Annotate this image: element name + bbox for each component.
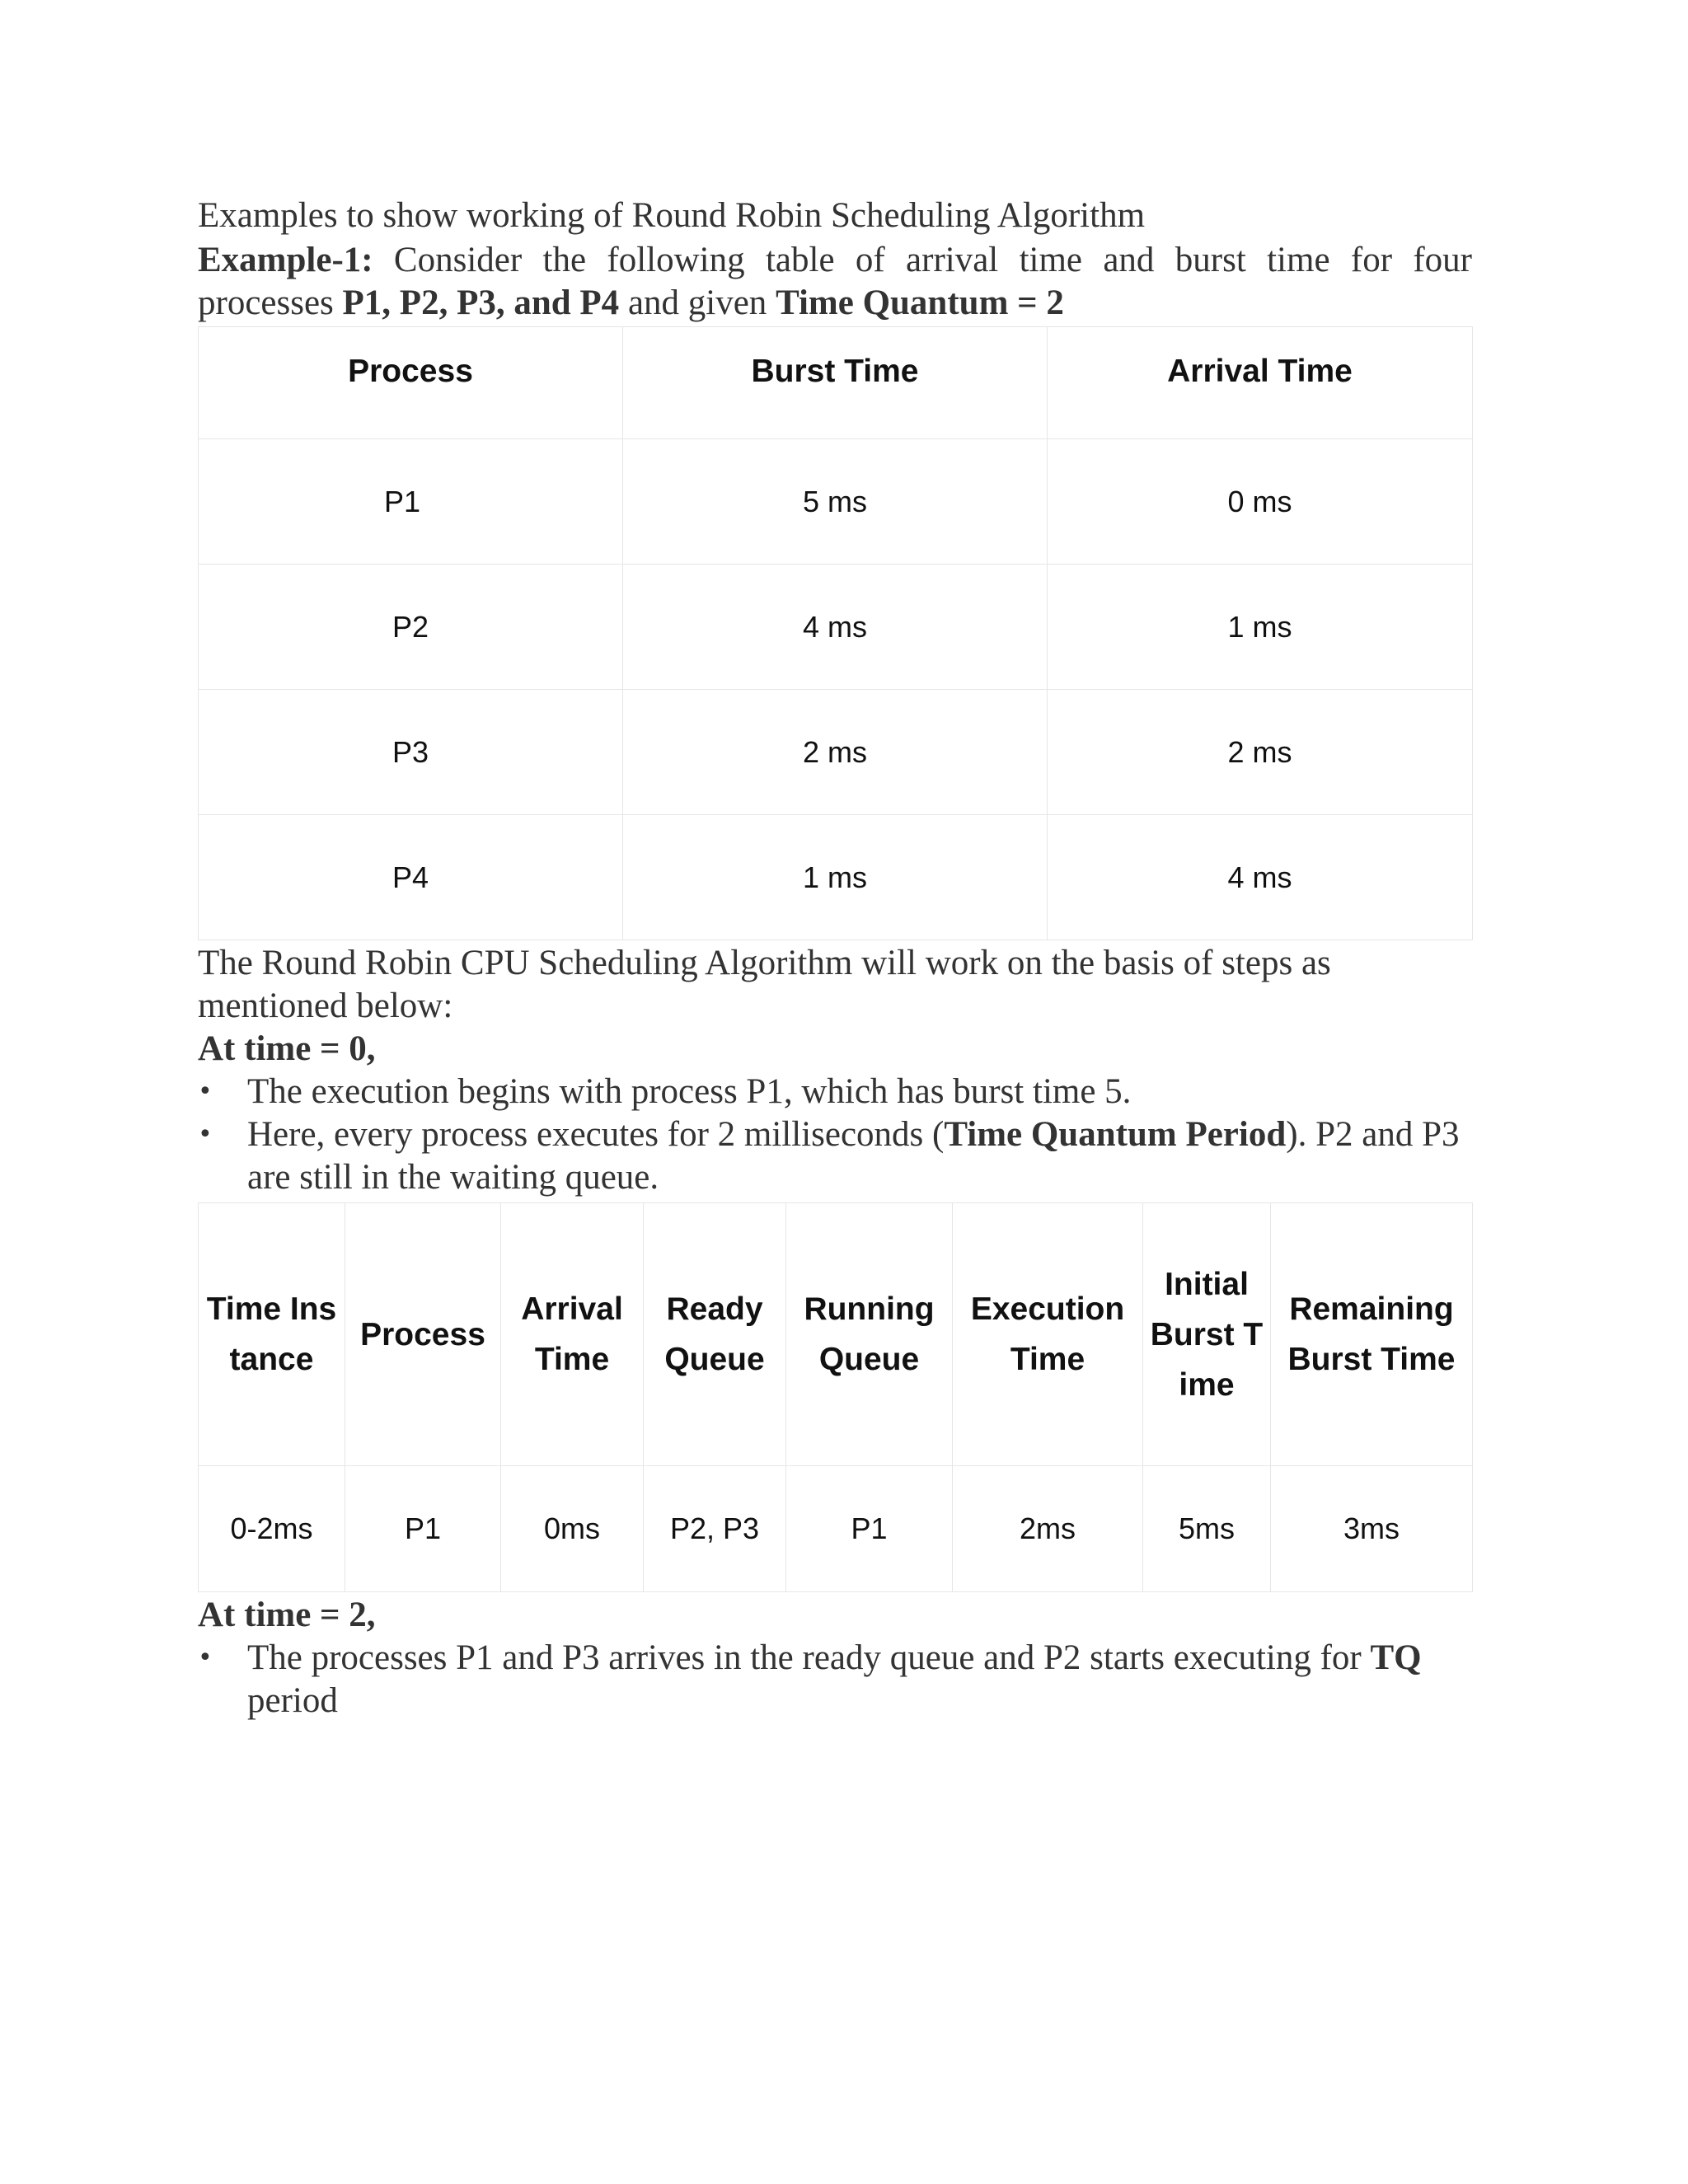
example-text-a: Consider the following table of arrival time and burst time for four processes (198, 241, 1472, 322)
step-0-bullet-2-bold: Time Quantum Period (944, 1115, 1287, 1154)
step-2-title (198, 1594, 1472, 1637)
bullet-icon: • (198, 1077, 213, 1106)
list-item (198, 1113, 1472, 1199)
execution-table (198, 1202, 1473, 1592)
document-page (198, 194, 1472, 1722)
header-process: Process (345, 1203, 501, 1466)
list-item (198, 1637, 1472, 1722)
step-2-bullet-1-bold: TQ (1370, 1638, 1422, 1677)
list-item (198, 1071, 1472, 1113)
arrival-time-cell: 1 ms (1048, 565, 1473, 690)
burst-time-cell: 4 ms (623, 565, 1048, 690)
ready-queue-cell: P2, P3 (644, 1466, 786, 1592)
step-2-bullet-1-text-a: The processes P1 and P3 arrives in the ready queue and P2 starts executing for (247, 1638, 1371, 1677)
bullet-icon: • (198, 1643, 213, 1672)
process-table-header-row (199, 327, 1473, 439)
step-2-title-text: At time = 2, (198, 1596, 376, 1634)
table-row (199, 690, 1473, 815)
example-processes: P1, P2, P3, and P4 (342, 284, 620, 322)
step-0-title-text: At time = 0, (198, 1029, 376, 1068)
burst-time-cell: 1 ms (623, 815, 1048, 940)
example-label: Example-1: (198, 241, 373, 279)
example-time-quantum: Time Quantum = 2 (776, 284, 1064, 322)
header-running-queue: Running Queue (786, 1203, 953, 1466)
header-arrival-time: Arrival Time (1048, 327, 1473, 439)
execution-table-header-row (199, 1203, 1473, 1466)
burst-time-cell: 2 ms (623, 690, 1048, 815)
header-burst-time: Burst Time (623, 327, 1048, 439)
arrival-time-cell: 4 ms (1048, 815, 1473, 940)
header-execution-time: Execution Time (953, 1203, 1143, 1466)
header-time-instance: Time Instance (199, 1203, 345, 1466)
step-0-bullet-list (198, 1071, 1472, 1199)
header-arrival-time: Arrival Time (501, 1203, 644, 1466)
header-initial-burst-time: Initial Burst Time (1143, 1203, 1271, 1466)
execution-time-cell: 2ms (953, 1466, 1143, 1592)
step-0-title (198, 1028, 1472, 1071)
running-queue-cell: P1 (786, 1466, 953, 1592)
table-row (199, 439, 1473, 565)
table-row (199, 815, 1473, 940)
arrival-time-cell: 0 ms (1048, 439, 1473, 565)
burst-time-cell: 5 ms (623, 439, 1048, 565)
process-cell: P4 (199, 815, 623, 940)
header-process: Process (199, 327, 623, 439)
step-2-bullet-list (198, 1637, 1472, 1722)
header-ready-queue: Ready Queue (644, 1203, 786, 1466)
step-0-bullet-2-text-a: Here, every process executes for 2 milliseconds ( (247, 1115, 945, 1154)
example-paragraph (198, 239, 1472, 325)
step-2-bullet-1-text-b: period (247, 1681, 338, 1720)
process-table (198, 326, 1473, 940)
time-instance-cell: 0-2ms (199, 1466, 345, 1592)
table-row (199, 565, 1473, 690)
example-text-b: and given (619, 284, 776, 322)
document-heading: Examples to show working of Round Robin Scheduling Algorithm (198, 196, 1146, 235)
step-0-bullet-1-text: The execution begins with process P1, which has burst time 5. (247, 1072, 1132, 1111)
header-remaining-burst-time: Remaining Burst Time (1271, 1203, 1473, 1466)
table-row (199, 1466, 1473, 1592)
process-cell: P3 (199, 690, 623, 815)
intro-paragraph: The Round Robin CPU Scheduling Algorithm will work on the basis of steps as mentioned below: (198, 944, 1331, 1025)
process-cell: P2 (199, 565, 623, 690)
process-cell: P1 (199, 439, 623, 565)
bullet-icon: • (198, 1120, 213, 1149)
remaining-burst-time-cell: 3ms (1271, 1466, 1473, 1592)
step-0-bullet-2-text-b: ). P2 and P3 are still in the waiting queue. (247, 1115, 1460, 1197)
initial-burst-time-cell: 5ms (1143, 1466, 1271, 1592)
arrival-time-cell: 2 ms (1048, 690, 1473, 815)
process-cell: P1 (345, 1466, 501, 1592)
arrival-time-cell: 0ms (501, 1466, 644, 1592)
